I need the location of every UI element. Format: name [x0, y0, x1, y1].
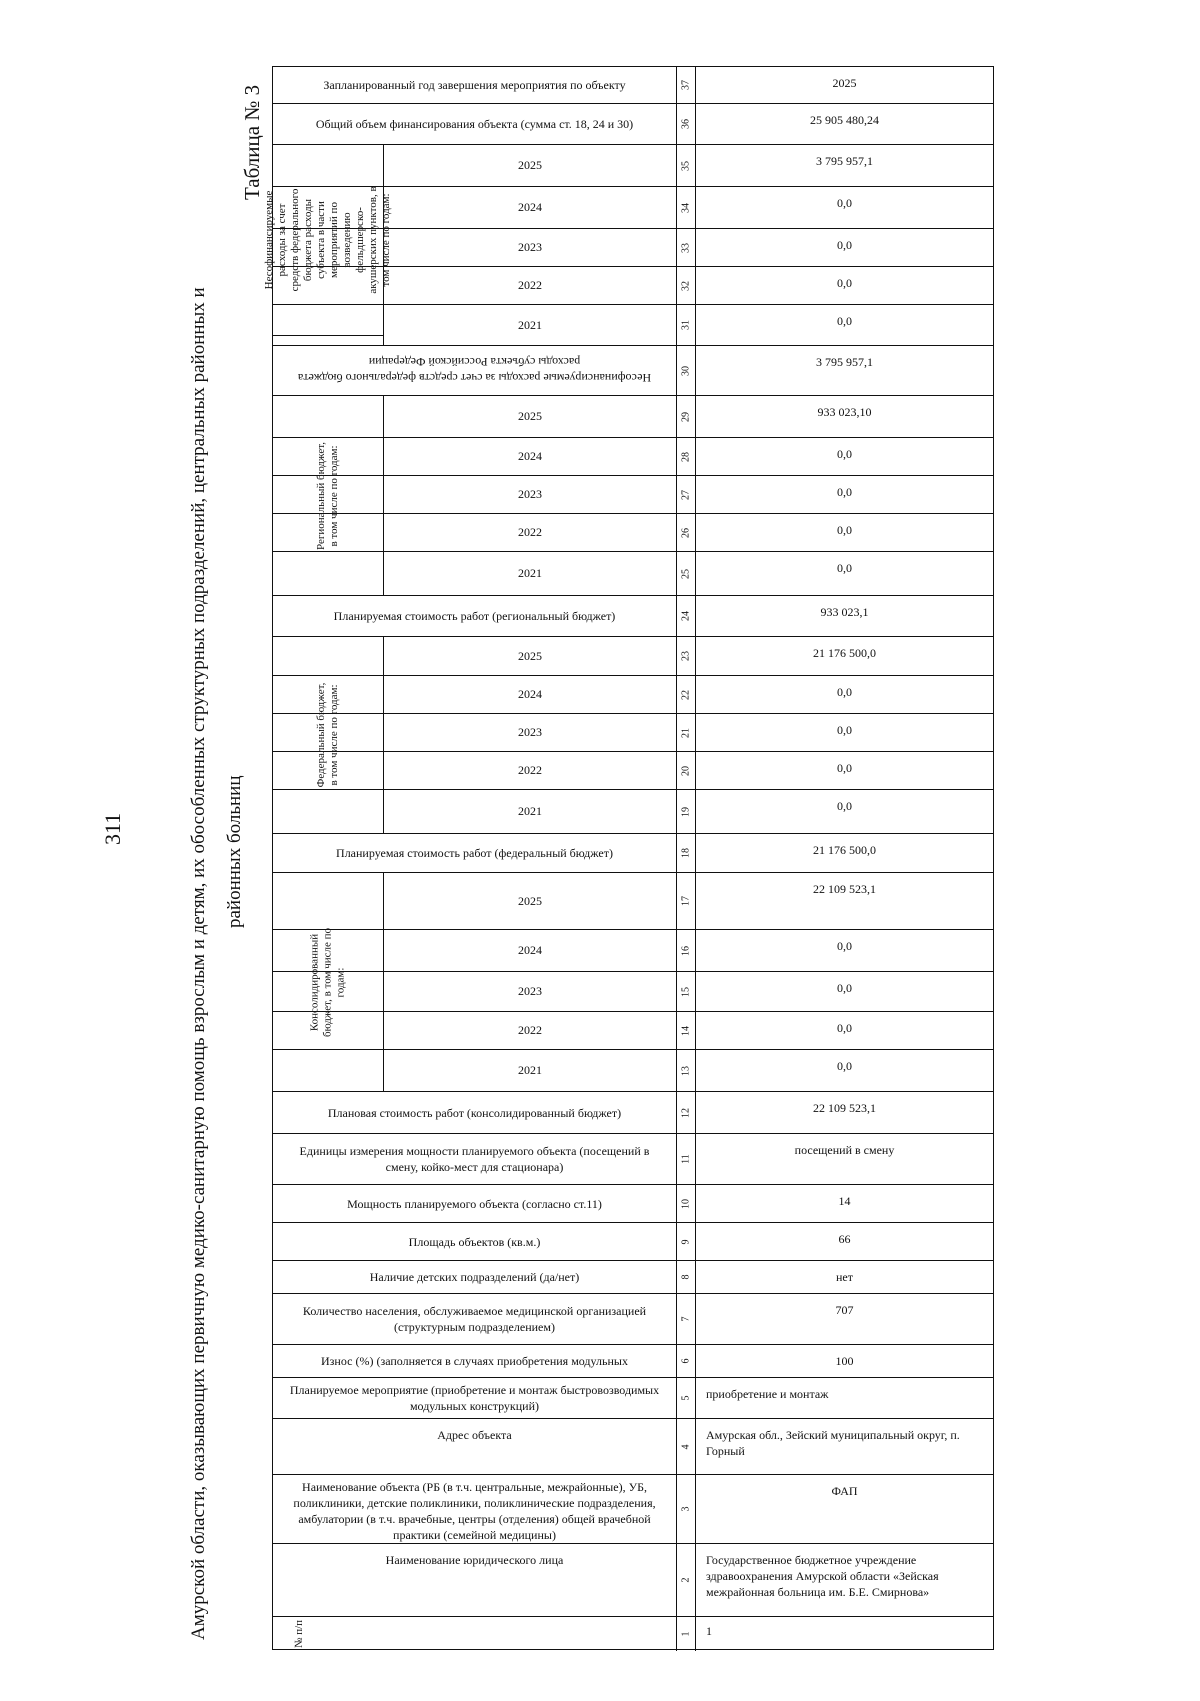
page-number: 311 — [100, 812, 125, 845]
table-row-6 — [273, 1345, 993, 1378]
table-row-24 — [273, 596, 993, 637]
table-row-19 — [273, 790, 993, 834]
column-number: 6 — [676, 1345, 696, 1377]
table-row-2 — [273, 1544, 993, 1617]
row-label: Износ (%) (заполняется в случаях приобретения модульных — [321, 1354, 628, 1368]
column-number: 24 — [676, 596, 696, 636]
row-value: 2025 — [832, 76, 857, 90]
table-row-25 — [273, 552, 993, 596]
column-number: 20 — [676, 752, 696, 789]
document-heading-line2: районных больниц — [224, 775, 245, 928]
table-row-20 — [273, 752, 993, 790]
column-number: 26 — [676, 514, 696, 551]
table-row-17 — [273, 873, 993, 930]
table-row-11 — [273, 1134, 993, 1185]
table-row-18 — [273, 834, 993, 873]
row-value: 0,0 — [837, 238, 852, 252]
group-label-noncofinanced: Несофинансируемые расходы за счет средств федерального бюджета расходы субъекта в части мероприятий по возведению фельдшерско-акушерских пунктов, в том числе по годам: — [273, 145, 383, 336]
table-row-36 — [273, 104, 993, 145]
table-row-3 — [273, 1475, 993, 1544]
row-value: 22 109 523,1 — [813, 882, 876, 896]
row-year: 2024 — [383, 930, 676, 971]
table-row-30 — [273, 346, 993, 396]
row-value: 0,0 — [837, 939, 852, 953]
group-label-regional: Региональный бюджет, в том числе по годам: — [273, 396, 383, 596]
document-heading-line1: Амурской области, оказывающих первичную медико-санитарную помощь взрослым и детям, их обособленных структурных подразделений, центральных районных и — [188, 287, 209, 1640]
table-title: Таблица № 3 — [240, 84, 264, 200]
row-year: 2023 — [383, 476, 676, 513]
row-label: Общий объем финансирования объекта (сумма ст. 18, 24 и 30) — [315, 117, 634, 131]
column-number: 11 — [676, 1134, 696, 1184]
column-number: 18 — [676, 834, 696, 872]
row-label: Мощность планируемого объекта (согласно ст.11) — [347, 1196, 602, 1211]
column-number: 14 — [676, 1012, 696, 1049]
row-value: 0,0 — [837, 447, 852, 461]
row-label: Планируемая стоимость работ (региональный бюджет) — [333, 609, 616, 623]
row-value: Амурская обл., Зейский муниципальный округ, п. Горный — [706, 1428, 960, 1458]
row-year: 2023 — [383, 229, 676, 266]
table-row-35 — [273, 145, 993, 187]
row-value: 22 109 523,1 — [813, 1101, 876, 1115]
row-value: 100 — [835, 1354, 854, 1368]
table-row-1 — [273, 1617, 993, 1651]
row-year: 2025 — [383, 873, 676, 929]
row-year: 2022 — [383, 752, 676, 789]
row-value: 25 905 480,24 — [810, 113, 879, 127]
row-value: 0,0 — [837, 196, 852, 210]
row-value: посещений в смену — [794, 1143, 895, 1157]
column-number: 31 — [676, 305, 696, 345]
row-value: Государственное бюджетное учреждение здравоохранения Амурской области «Зейская межрайонная больница им. Б.Е. Смирнова» — [706, 1553, 939, 1599]
column-number: 25 — [676, 552, 696, 595]
row-value: 21 176 500,0 — [813, 646, 876, 660]
column-number: 7 — [676, 1294, 696, 1344]
column-number: 17 — [676, 873, 696, 929]
column-number: 33 — [676, 229, 696, 266]
row-label: Адрес объекта — [437, 1428, 512, 1442]
table-row-16 — [273, 930, 993, 972]
column-number: 19 — [676, 790, 696, 833]
row-value: нет — [836, 1270, 853, 1284]
row-value: 0,0 — [837, 314, 852, 328]
column-number: 30 — [676, 346, 696, 395]
column-number: 34 — [676, 187, 696, 228]
row-year: 2024 — [383, 438, 676, 475]
row-year: 2021 — [383, 552, 676, 595]
row-value: 0,0 — [837, 1021, 852, 1035]
row-value: 0,0 — [837, 1059, 852, 1073]
row-year: 2021 — [383, 305, 676, 345]
row-label: Плановая стоимость работ (консолидированный бюджет) — [327, 1105, 622, 1120]
group-label-federal: Федеральный бюджет, в том числе по годам: — [273, 637, 383, 834]
row-year: 2023 — [383, 972, 676, 1011]
column-number: 5 — [676, 1378, 696, 1418]
table-row-32 — [273, 267, 993, 305]
row-label: Единицы измерения мощности планируемого объекта (посещений в смену, койко-мест для стационара) — [299, 1144, 650, 1174]
row-year: 2025 — [383, 396, 676, 437]
row-label: Площадь объектов (кв.м.) — [408, 1234, 541, 1249]
column-number: 16 — [676, 930, 696, 971]
table-row-23 — [273, 637, 993, 676]
row-year: 2022 — [383, 1012, 676, 1049]
row-value: ФАП — [831, 1484, 858, 1498]
row-year: 2024 — [383, 676, 676, 713]
row-value: 3 795 957,1 — [816, 154, 873, 168]
row-value: 0,0 — [837, 276, 852, 290]
row-value: 66 — [838, 1232, 851, 1246]
row-value: 0,0 — [837, 685, 852, 699]
table-row-7 — [273, 1294, 993, 1345]
financing-table — [263, 66, 994, 1650]
row-label: Несофинансируемые расходы за счет средств федерального бюджета расходы субъекта Российской Федерации — [297, 355, 652, 386]
table-row-10 — [273, 1185, 993, 1223]
column-number: 1 — [676, 1617, 696, 1651]
column-number: 4 — [676, 1419, 696, 1474]
column-number: 8 — [676, 1261, 696, 1293]
row-value: 0,0 — [837, 523, 852, 537]
row-value: 0,0 — [837, 799, 852, 813]
column-number: 15 — [676, 972, 696, 1011]
group-label-consolidated: Консолидированный бюджет, в том числе по годам: — [273, 873, 383, 1092]
column-number: 37 — [676, 67, 696, 103]
column-number: 23 — [676, 637, 696, 675]
row-label: Наличие детских подразделений (да/нет) — [369, 1270, 580, 1284]
row-label: № п/п — [293, 1619, 306, 1649]
row-year: 2021 — [383, 790, 676, 833]
column-number: 35 — [676, 145, 696, 186]
row-value: 707 — [835, 1303, 854, 1317]
table-row-33 — [273, 229, 993, 267]
table-row-22 — [273, 676, 993, 714]
table-row-34 — [273, 187, 993, 229]
column-number: 3 — [676, 1475, 696, 1543]
column-number: 12 — [676, 1092, 696, 1133]
column-number: 9 — [676, 1223, 696, 1260]
row-label: Планируемая стоимость работ (федеральный бюджет) — [336, 846, 613, 860]
table-row-5 — [273, 1378, 993, 1419]
column-number: 32 — [676, 267, 696, 304]
row-value: 0,0 — [837, 761, 852, 775]
row-label: Планируемое мероприятие (приобретение и монтаж быстровозводимых модульных конструкций) — [289, 1383, 660, 1413]
row-value: 933 023,1 — [820, 605, 869, 619]
row-year: 2025 — [383, 637, 676, 675]
table-row-15 — [273, 972, 993, 1012]
table-row-27 — [273, 476, 993, 514]
row-value: приобретение и монтаж — [706, 1387, 829, 1401]
row-year: 2025 — [383, 145, 676, 186]
row-value: 14 — [838, 1194, 851, 1208]
table-row-12 — [273, 1092, 993, 1134]
row-value: 0,0 — [837, 981, 852, 995]
column-number: 29 — [676, 396, 696, 437]
row-label: Запланированный год завершения мероприятия по объекту — [323, 78, 626, 92]
row-label: Наименование юридического лица — [385, 1553, 564, 1567]
row-value: 933 023,10 — [817, 405, 872, 419]
row-label: Наименование объекта (РБ (в т.ч. центральные, межрайонные), УБ, поликлиники, детские поликлиники, поликлинические подразделения, амбулатории (в т.ч. врачебные, центры (отделения) общей врачебной практики (семейной медицины) — [293, 1480, 656, 1542]
row-value: 0,0 — [837, 485, 852, 499]
column-number: 22 — [676, 676, 696, 713]
row-year: 2022 — [383, 514, 676, 551]
table-row-14 — [273, 1012, 993, 1050]
row-year: 2024 — [383, 187, 676, 228]
row-year: 2022 — [383, 267, 676, 304]
row-value: 21 176 500,0 — [813, 843, 876, 857]
table-row-21 — [273, 714, 993, 752]
row-value: 3 795 957,1 — [816, 355, 873, 369]
table-row-37 — [273, 67, 993, 104]
table-row-4 — [273, 1419, 993, 1475]
row-value: 0,0 — [837, 723, 852, 737]
table-row-13 — [273, 1050, 993, 1092]
table-row-31 — [273, 305, 993, 346]
column-number: 21 — [676, 714, 696, 751]
row-value: 1 — [706, 1624, 712, 1638]
table-row-28 — [273, 438, 993, 476]
column-number: 27 — [676, 476, 696, 513]
column-number: 2 — [676, 1544, 696, 1616]
row-value: 0,0 — [837, 561, 852, 575]
table-row-9 — [273, 1223, 993, 1261]
table-row-29 — [273, 396, 993, 438]
column-number: 13 — [676, 1050, 696, 1091]
column-number: 36 — [676, 104, 696, 144]
row-year: 2023 — [383, 714, 676, 751]
row-year: 2021 — [383, 1050, 676, 1091]
column-number: 10 — [676, 1185, 696, 1222]
table-row-8 — [273, 1261, 993, 1294]
column-number: 28 — [676, 438, 696, 475]
table-row-26 — [273, 514, 993, 552]
row-label: Количество населения, обслуживаемое медицинской организацией (структурным подразделением) — [302, 1304, 647, 1334]
